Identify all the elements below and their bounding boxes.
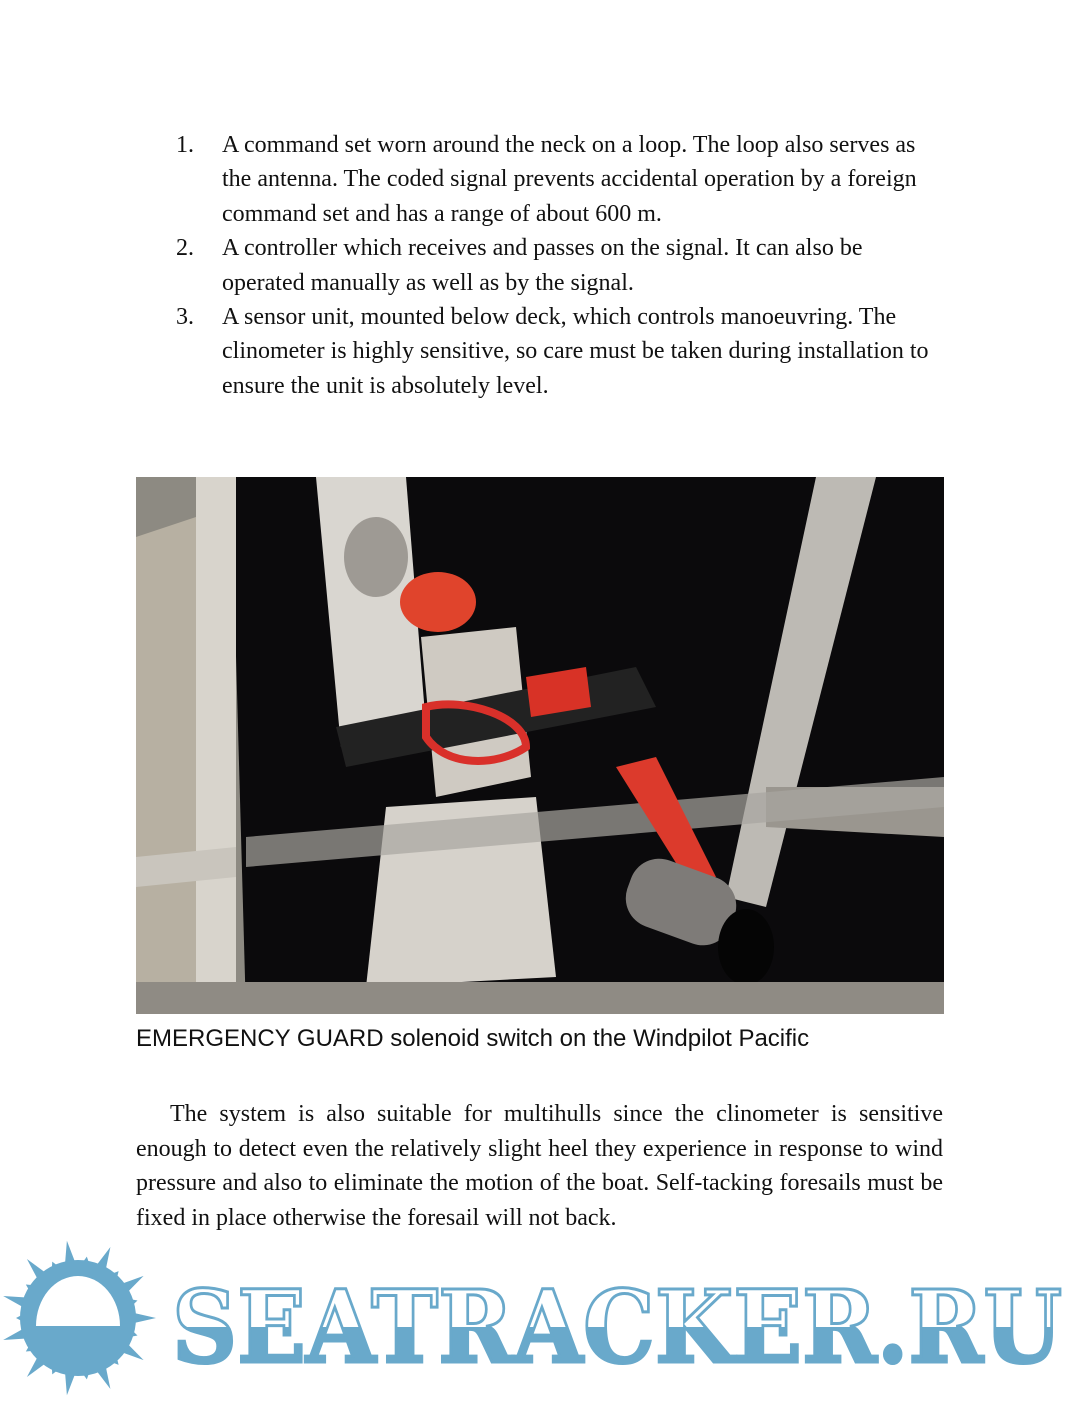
body-paragraph: The system is also suitable for multihulls since the clinometer is sensitive enough to detect even the relatively slight heel they experience in response to wind pressure and also to eliminate the motion of the boat. Self-tacking foresails must be fixed in place otherwise the foresail will not back.	[136, 1101, 943, 1231]
list-text: A controller which receives and passes on the signal. It can also be operated manually as well as by the signal.	[222, 235, 863, 296]
component-list	[176, 128, 936, 403]
photo-solenoid-switch	[136, 477, 944, 1014]
list-number: 1.	[176, 132, 194, 158]
list-item	[176, 231, 936, 300]
seatracker-watermark-logo	[0, 1238, 1080, 1397]
list-number: 3.	[176, 304, 194, 331]
figure-caption: EMERGENCY GUARD solenoid switch on the Windpilot Pacific	[136, 1025, 810, 1052]
list-item	[176, 300, 936, 403]
list-number: 2.	[176, 235, 194, 262]
list-text: A sensor unit, mounted below deck, which controls manoeuvring. The clinometer is highly sensitive, so care must be taken during installation to ensure the unit is absolutely level.	[222, 304, 929, 399]
list-text: A command set worn around the neck on a loop. The loop also serves as the antenna. The coded signal prevents accidental operation by a foreign command set and has a range of about 600 m.	[222, 132, 917, 227]
sun-icon	[3, 1241, 156, 1395]
svg-text:SEATRACKER.RU: SEATRACKER.RU	[172, 1268, 1062, 1386]
list-item	[176, 128, 936, 231]
